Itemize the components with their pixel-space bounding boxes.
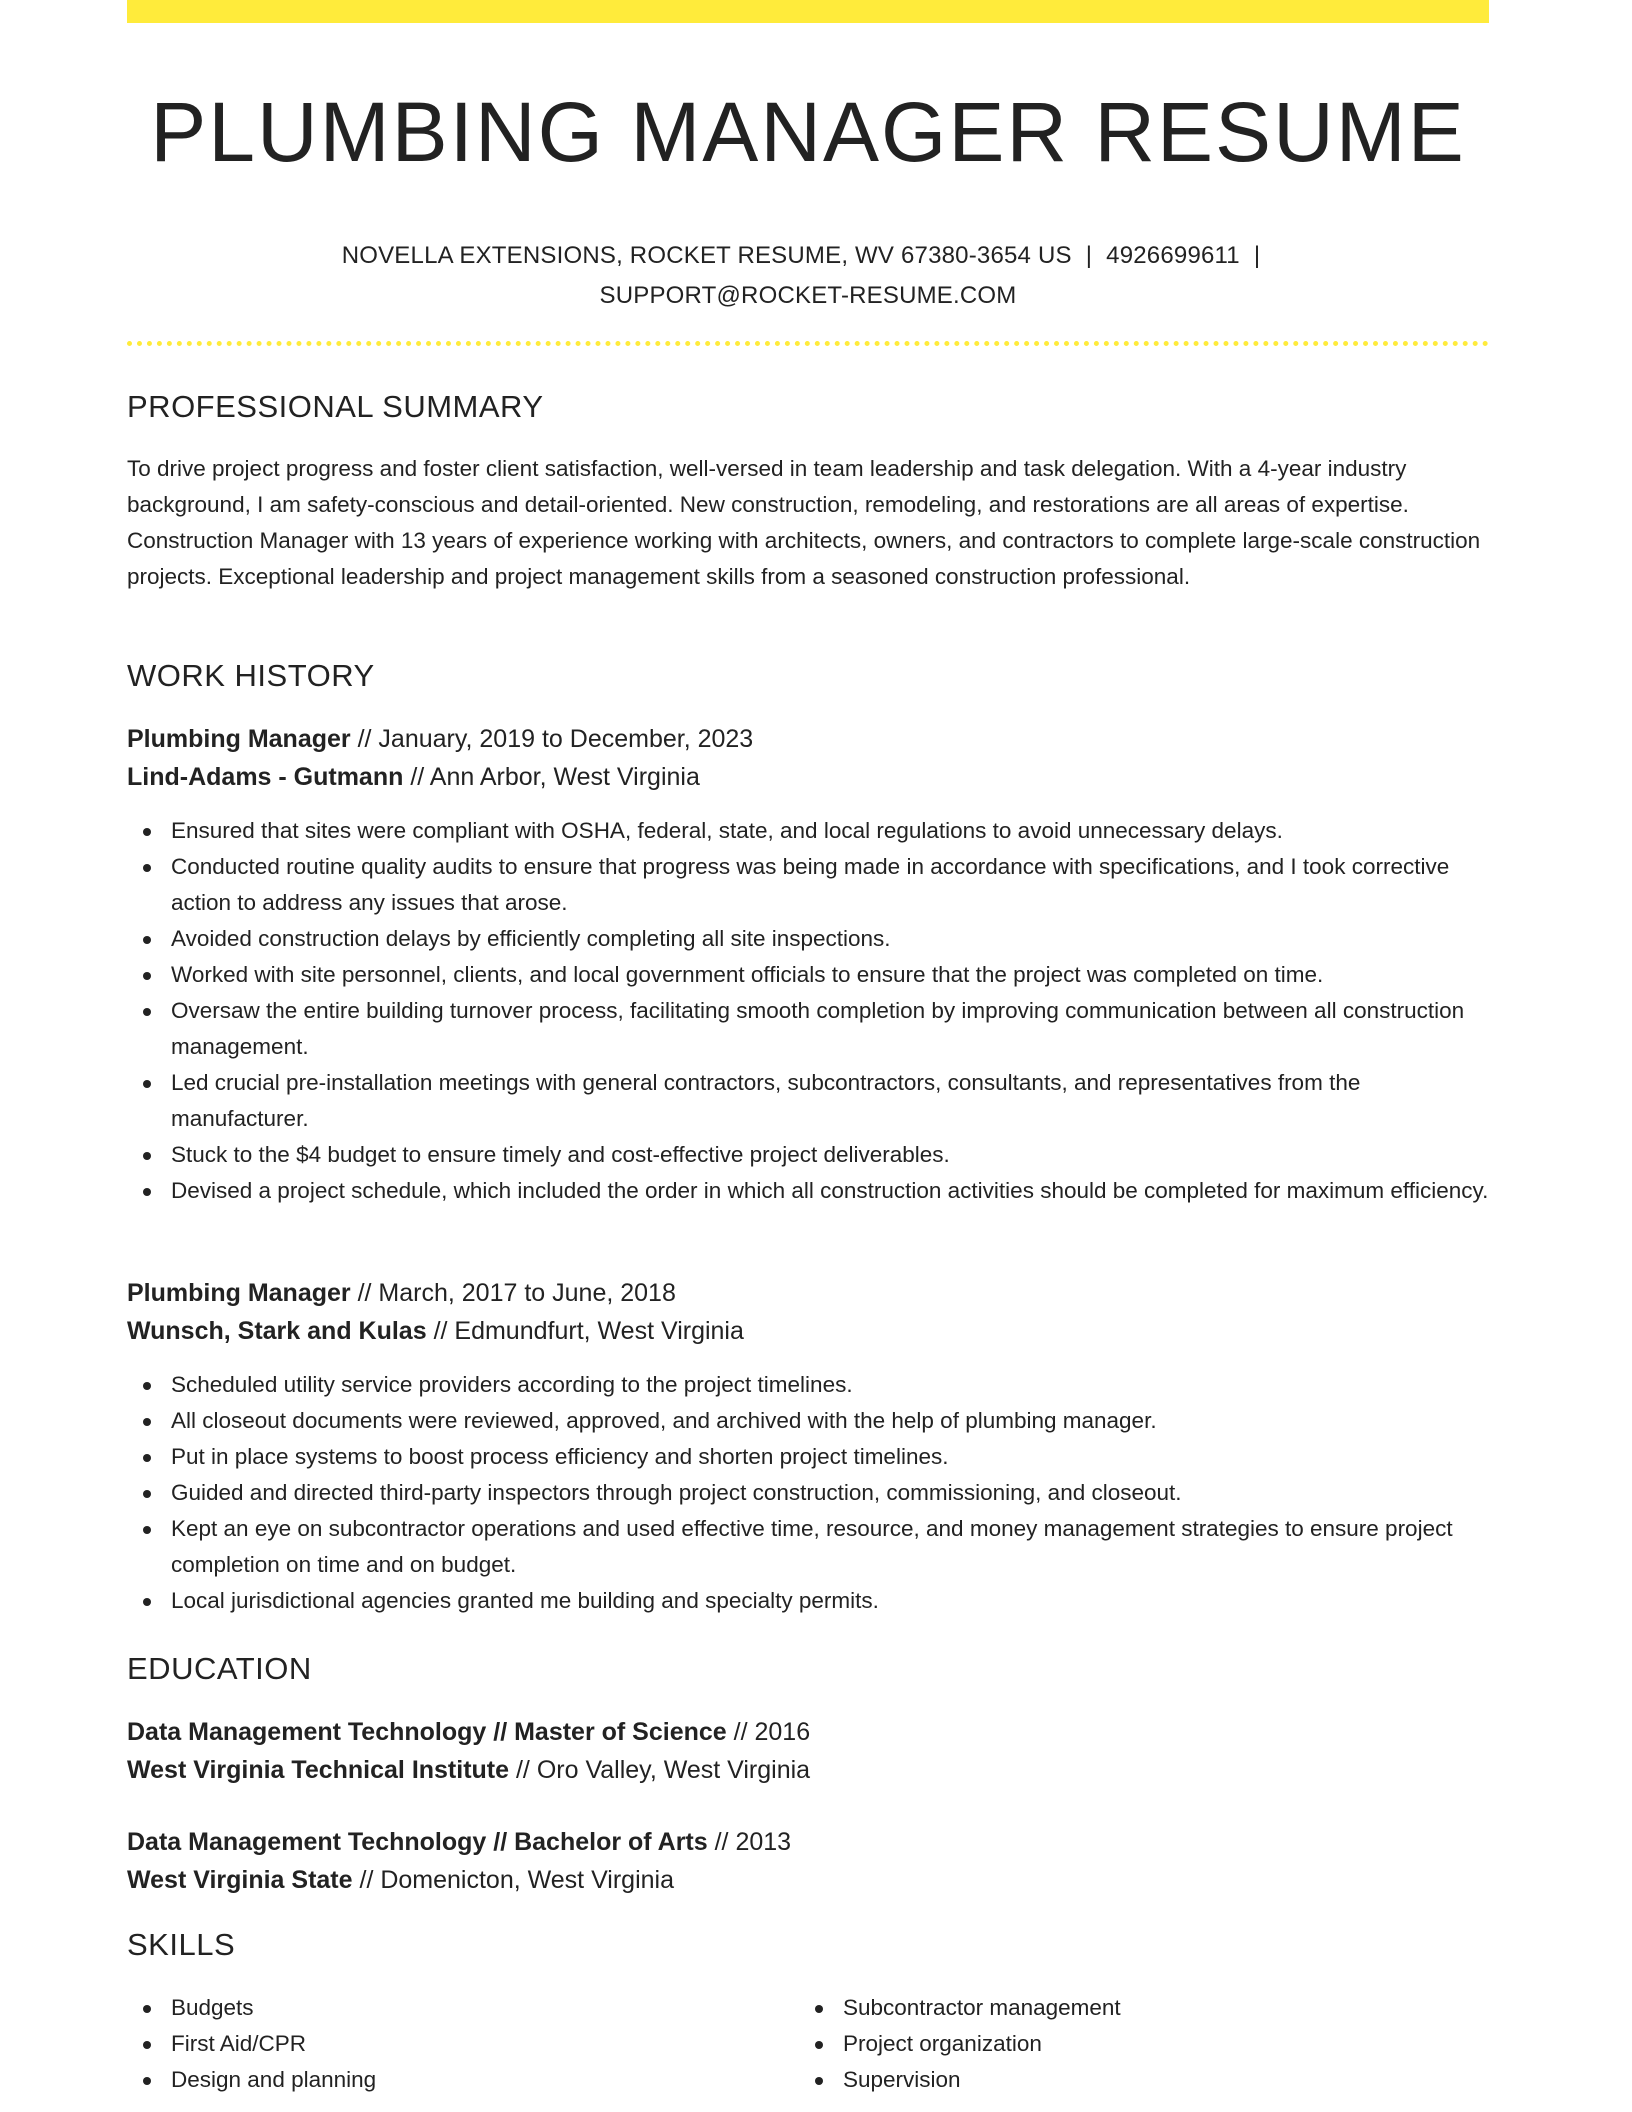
section-heading-education: EDUCATION	[127, 1651, 312, 1686]
education-degree: Data Management Technology // Bachelor of Arts	[127, 1828, 708, 1856]
contact-address: NOVELLA EXTENSIONS, ROCKET RESUME, WV 67380-3654 US	[341, 242, 1072, 269]
job-company-line	[127, 1312, 744, 1350]
skill-item: Subcontractor management	[799, 1990, 1489, 2026]
job-title-line	[127, 720, 753, 758]
job-dates: // March, 2017 to June, 2018	[357, 1279, 676, 1307]
skill-item: Project organization	[799, 2026, 1489, 2062]
education-degree-line	[127, 1713, 810, 1751]
contact-info	[127, 236, 1489, 316]
job-company-line	[127, 758, 700, 796]
job-company: Wunsch, Stark and Kulas	[127, 1317, 427, 1345]
education-degree-line	[127, 1823, 791, 1861]
education-year: // 2013	[714, 1828, 792, 1856]
skill-item: Supervision	[799, 2062, 1489, 2098]
education-degree: Data Management Technology // Master of Science	[127, 1718, 727, 1746]
skills-list-right	[799, 1990, 1489, 2098]
job-bullet-list	[127, 813, 1489, 1209]
skill-item: First Aid/CPR	[127, 2026, 787, 2062]
education-school-line	[127, 1861, 674, 1899]
list-item: Avoided construction delays by efficiently completing all site inspections.	[127, 921, 1489, 957]
education-school: West Virginia Technical Institute	[127, 1756, 510, 1784]
list-item: Scheduled utility service providers according to the project timelines.	[127, 1367, 1489, 1403]
list-item: Put in place systems to boost process efficiency and shorten project timelines.	[127, 1439, 1489, 1475]
job-location: // Ann Arbor, West Virginia	[410, 763, 700, 791]
list-item: All closeout documents were reviewed, approved, and archived with the help of plumbing manager.	[127, 1403, 1489, 1439]
list-item: Guided and directed third-party inspectors through project construction, commissioning, and closeout.	[127, 1475, 1489, 1511]
job-company: Lind-Adams - Gutmann	[127, 763, 404, 791]
section-heading-skills: SKILLS	[127, 1927, 236, 1962]
job-bullet-list	[127, 1367, 1489, 1619]
list-item: Worked with site personnel, clients, and local government officials to ensure that the project was completed on time.	[127, 957, 1489, 993]
skill-item: Design and planning	[127, 2062, 787, 2098]
list-item: Oversaw the entire building turnover process, facilitating smooth completion by improving communication between all construction management.	[127, 993, 1489, 1065]
list-item: Kept an eye on subcontractor operations and used effective time, resource, and money management strategies to ensure project completion on time and on budget.	[127, 1511, 1489, 1583]
top-accent-bar	[127, 0, 1489, 23]
job-dates: // January, 2019 to December, 2023	[357, 725, 754, 753]
section-heading-work-history: WORK HISTORY	[127, 658, 375, 693]
list-item: Stuck to the $4 budget to ensure timely and cost-effective project deliverables.	[127, 1137, 1489, 1173]
dotted-divider	[127, 341, 1489, 346]
job-title-line	[127, 1274, 676, 1312]
job-location: // Edmundfurt, West Virginia	[433, 1317, 744, 1345]
section-heading-summary: PROFESSIONAL SUMMARY	[127, 389, 544, 424]
education-school: West Virginia State	[127, 1866, 353, 1894]
list-item: Devised a project schedule, which included the order in which all construction activities should be completed for maximum efficiency.	[127, 1173, 1489, 1209]
skill-item: Budgets	[127, 1990, 787, 2026]
contact-separator: |	[1253, 242, 1261, 269]
skills-list-left	[127, 1990, 787, 2098]
resume-title: PLUMBING MANAGER RESUME	[150, 85, 1466, 179]
job-title: Plumbing Manager	[127, 1279, 351, 1307]
job-title: Plumbing Manager	[127, 725, 351, 753]
contact-email[interactable]: SUPPORT@ROCKET-RESUME.COM	[599, 282, 1017, 309]
education-location: // Oro Valley, West Virginia	[515, 1756, 811, 1784]
list-item: Local jurisdictional agencies granted me building and specialty permits.	[127, 1583, 1489, 1619]
list-item: Led crucial pre-installation meetings with general contractors, subcontractors, consultants, and representatives from the manufacturer.	[127, 1065, 1489, 1137]
list-item: Ensured that sites were compliant with OSHA, federal, state, and local regulations to avoid unnecessary delays.	[127, 813, 1489, 849]
summary-text: To drive project progress and foster client satisfaction, well-versed in team leadership and task delegation. With a 4-year industry background, I am safety-conscious and detail-oriented. New construction, remodeling, and restorations are all areas of expertise. Construction Manager with 13 years of experience working with architects, owners, and contractors to complete large-scale construction projects. Exceptional leadership and project management skills from a seasoned construction professional.	[127, 456, 1481, 589]
education-location: // Domenicton, West Virginia	[359, 1866, 674, 1894]
list-item: Conducted routine quality audits to ensure that progress was being made in accordance with specifications, and I took corrective action to address any issues that arose.	[127, 849, 1489, 921]
education-year: // 2016	[733, 1718, 811, 1746]
contact-separator: |	[1085, 242, 1093, 269]
education-school-line	[127, 1751, 810, 1789]
contact-phone[interactable]: 4926699611	[1106, 242, 1240, 269]
